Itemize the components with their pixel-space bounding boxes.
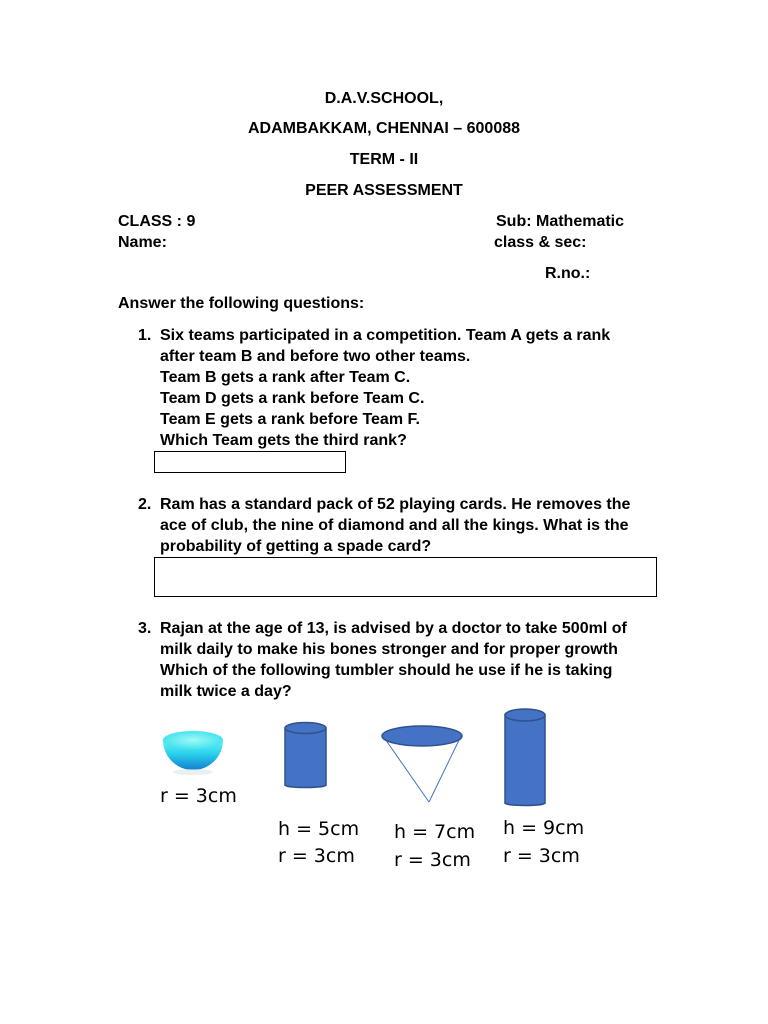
- cone-radius-label: r = 3cm: [394, 849, 471, 871]
- question-line: Ram has a standard pack of 52 playing cards. He removes the: [160, 496, 631, 513]
- tall-cylinder-radius-label: r = 3cm: [503, 845, 580, 867]
- short-cylinder-height-label: h = 5cm: [278, 818, 360, 840]
- question-2-answer-box[interactable]: [154, 557, 657, 597]
- question-1-number: 1.: [138, 327, 152, 344]
- school-name: D.A.V.SCHOOL,: [324, 90, 444, 107]
- question-line: Team E gets a rank before Team F.: [160, 411, 420, 428]
- question-line: Team B gets a rank after Team C.: [160, 369, 411, 386]
- question-2-text: [160, 494, 630, 557]
- question-line: milk daily to make his bones stronger and for proper growth: [160, 641, 618, 658]
- question-line: after team B and before two other teams.: [160, 348, 471, 365]
- question-line: ace of club, the nine of diamond and all the kings. What is the: [160, 517, 629, 534]
- cone-height-label: h = 7cm: [394, 821, 476, 843]
- name-label: Name:: [118, 234, 167, 251]
- question-line: Team D gets a rank before Team C.: [160, 390, 425, 407]
- cone-icon: [378, 722, 466, 806]
- question-line: milk twice a day?: [160, 683, 292, 700]
- short-cylinder-radius-label: r = 3cm: [278, 845, 355, 867]
- question-line: Which of the following tumbler should he use if he is taking: [160, 662, 613, 679]
- class-label: CLASS : 9: [118, 213, 196, 230]
- hemisphere-icon: [158, 720, 228, 776]
- question-1-text: [160, 325, 610, 451]
- tall-cylinder-height-label: h = 9cm: [503, 817, 585, 839]
- class-sec-label: class & sec:: [494, 234, 587, 251]
- subject-label: Sub: Mathematic: [496, 213, 625, 230]
- question-1-answer-box[interactable]: [154, 451, 346, 473]
- hemisphere-radius-label: r = 3cm: [160, 785, 237, 807]
- school-address: ADAMBAKKAM, CHENNAI – 600088: [247, 120, 521, 137]
- instructions: Answer the following questions:: [118, 295, 365, 312]
- tall-cylinder-icon: [503, 706, 549, 808]
- question-2-number: 2.: [138, 496, 152, 513]
- question-line: Rajan at the age of 13, is advised by a doctor to take 500ml of: [160, 620, 627, 637]
- roll-number-label: R.no.:: [545, 265, 591, 282]
- question-line: Which Team gets the third rank?: [160, 432, 407, 449]
- short-cylinder-icon: [283, 720, 329, 788]
- term-label: TERM - II: [349, 151, 419, 168]
- assessment-title: PEER ASSESSMENT: [305, 182, 463, 199]
- question-line: Six teams participated in a competition. Team A gets a rank: [160, 327, 611, 344]
- question-3-text: [160, 618, 627, 702]
- question-3-number: 3.: [138, 620, 152, 637]
- question-line: probability of getting a spade card?: [160, 538, 432, 555]
